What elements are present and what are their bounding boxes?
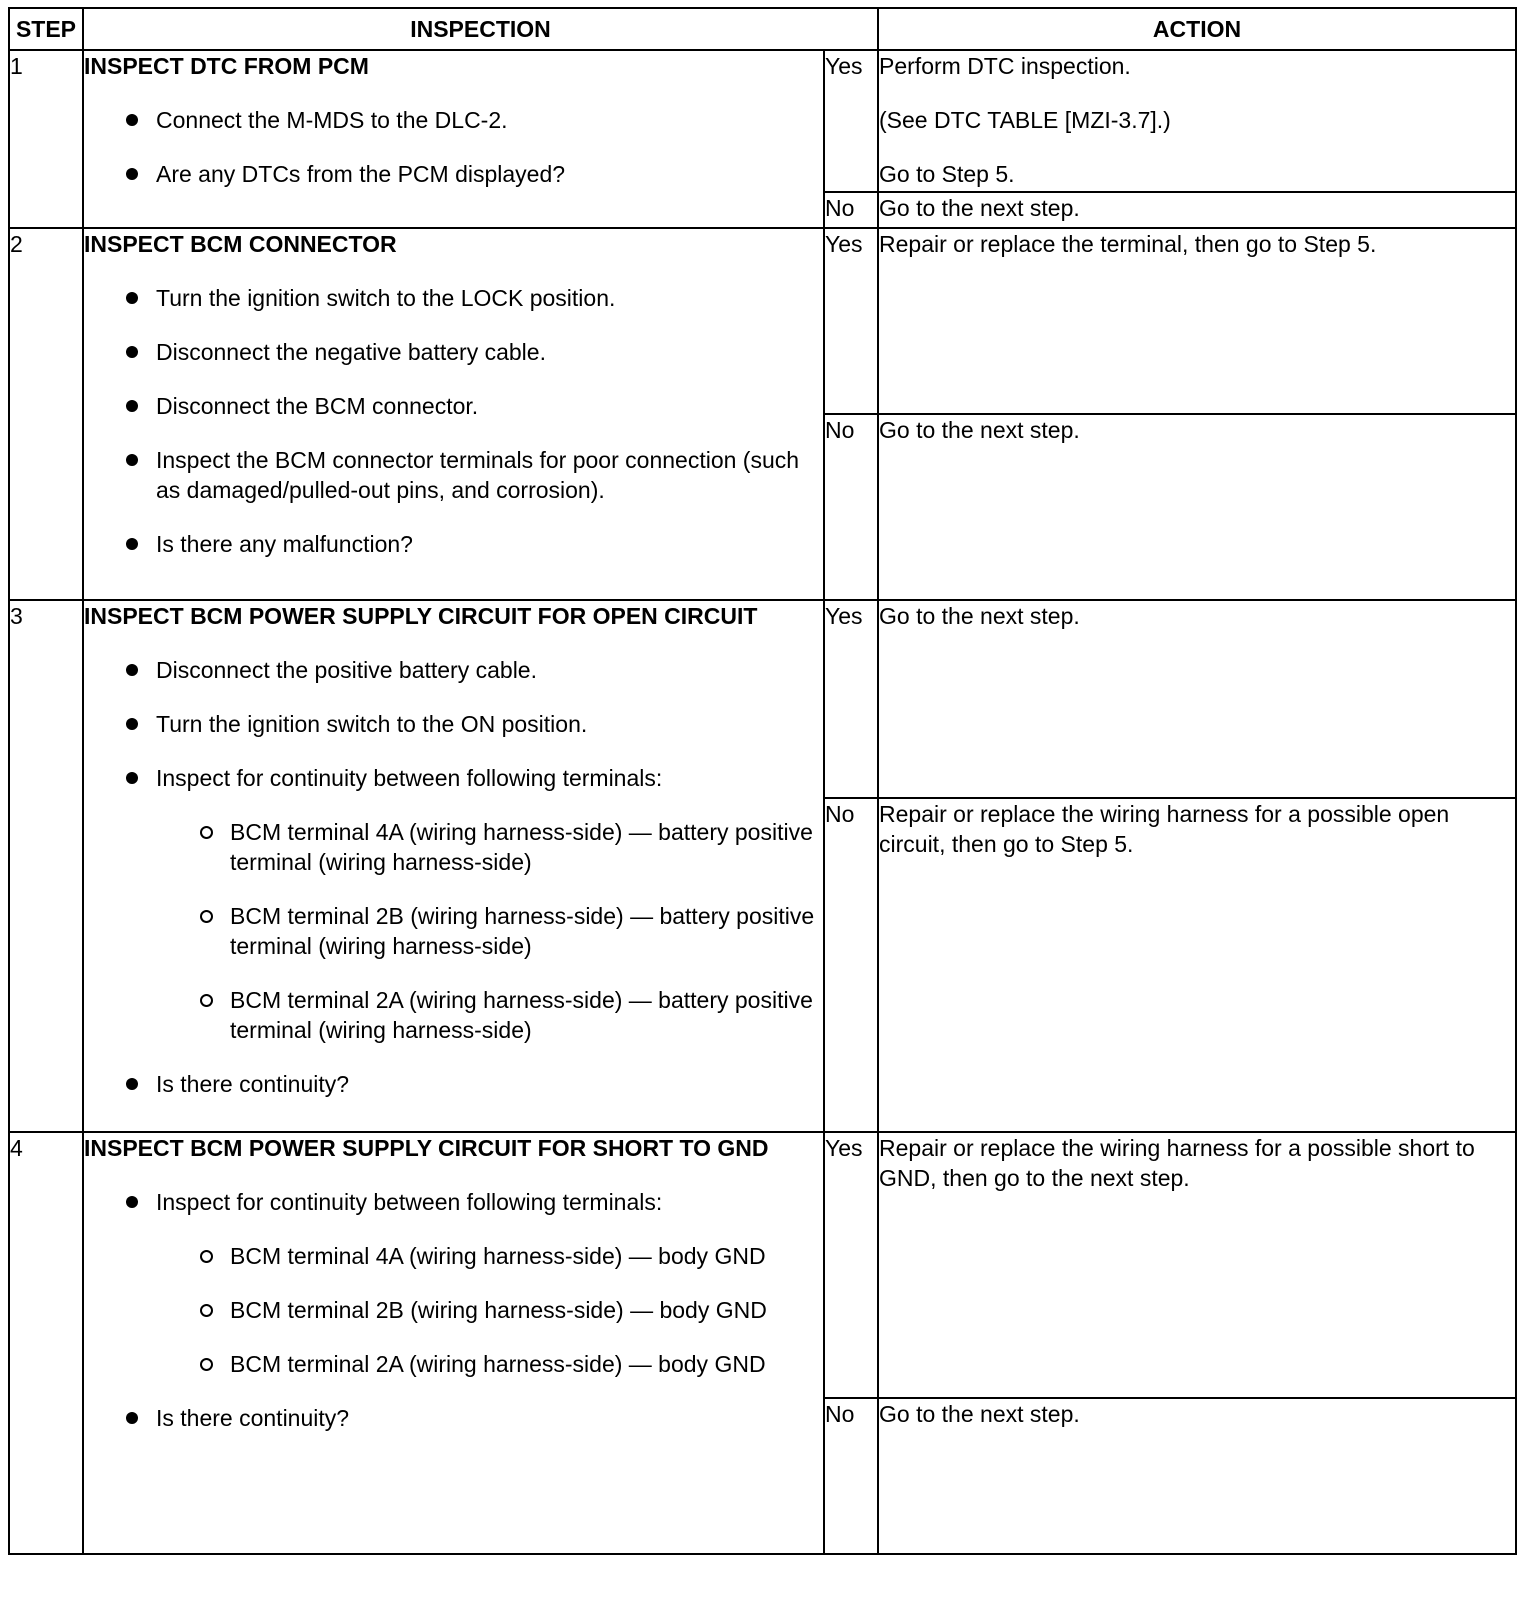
- header-action: ACTION: [878, 8, 1516, 50]
- sub-bullet-list: [156, 1241, 823, 1379]
- sub-bullet-item: BCM terminal 2B (wiring harness-side) — body GND: [230, 1295, 823, 1325]
- action-line: (See DTC TABLE [MZI-3.7].): [879, 107, 1171, 133]
- bullet-list: [84, 1187, 823, 1433]
- step-2-yes-row: [9, 228, 1516, 414]
- step-title: INSPECT BCM CONNECTOR: [84, 231, 397, 257]
- bullet-item: Connect the M-MDS to the DLC-2.: [156, 105, 823, 135]
- step-4-yes-row: [9, 1132, 1516, 1398]
- header-inspection: INSPECTION: [83, 8, 878, 50]
- no-label: No: [824, 192, 878, 228]
- bullet-item: Is there continuity?: [156, 1403, 823, 1433]
- sub-bullet-list: [156, 817, 823, 1045]
- step-3-inspection: [83, 600, 824, 1132]
- step-title: INSPECT DTC FROM PCM: [84, 53, 369, 79]
- bullet-list: [84, 655, 823, 1099]
- no-action: Repair or replace the wiring harness for a possible open circuit, then go to Step 5.: [878, 798, 1516, 1132]
- bullet-item: Disconnect the positive battery cable.: [156, 655, 823, 685]
- step-title: INSPECT BCM POWER SUPPLY CIRCUIT FOR OPEN CIRCUIT: [84, 603, 758, 629]
- action-line: Perform DTC inspection.: [879, 53, 1131, 79]
- step-number: 2: [9, 228, 83, 600]
- bullet-list: [84, 283, 823, 559]
- header-row: [9, 8, 1516, 50]
- yes-label: Yes: [824, 228, 878, 414]
- yes-action: Go to the next step.: [878, 600, 1516, 798]
- bullet-item: Turn the ignition switch to the ON position.: [156, 709, 823, 739]
- bullet-item: [156, 1187, 823, 1379]
- action-line: Go to Step 5.: [879, 161, 1015, 187]
- yes-action: Repair or replace the wiring harness for a possible short to GND, then go to the next step.: [878, 1132, 1516, 1398]
- bullet-item: Turn the ignition switch to the LOCK position.: [156, 283, 823, 313]
- step-1-yes-row: [9, 50, 1516, 192]
- step-number: 4: [9, 1132, 83, 1554]
- bullet-item: Inspect the BCM connector terminals for poor connection (such as damaged/pulled-out pins, and corrosion).: [156, 445, 823, 505]
- bullet-list: [84, 105, 823, 189]
- step-3-yes-row: [9, 600, 1516, 798]
- no-label: No: [824, 1398, 878, 1554]
- header-step: STEP: [9, 8, 83, 50]
- step-4-inspection: [83, 1132, 824, 1554]
- yes-label: Yes: [824, 600, 878, 798]
- no-action: Go to the next step.: [878, 414, 1516, 600]
- bullet-item: Are any DTCs from the PCM displayed?: [156, 159, 823, 189]
- no-action: Go to the next step.: [878, 1398, 1516, 1554]
- bullet-text: Inspect for continuity between following terminals:: [156, 1189, 663, 1215]
- yes-action: Repair or replace the terminal, then go to Step 5.: [878, 228, 1516, 414]
- bullet-item: Disconnect the negative battery cable.: [156, 337, 823, 367]
- bullet-text: Inspect for continuity between following terminals:: [156, 765, 663, 791]
- sub-bullet-item: BCM terminal 2A (wiring harness-side) — battery positive terminal (wiring harness-side): [230, 985, 823, 1045]
- sub-bullet-item: BCM terminal 2A (wiring harness-side) — body GND: [230, 1349, 823, 1379]
- step-1-inspection: [83, 50, 824, 228]
- troubleshooting-document: [8, 7, 1515, 1607]
- bullet-item: Is there any malfunction?: [156, 529, 823, 559]
- no-label: No: [824, 798, 878, 1132]
- yes-label: Yes: [824, 1132, 878, 1398]
- bullet-item: Disconnect the BCM connector.: [156, 391, 823, 421]
- diagnostic-table: [8, 7, 1517, 1555]
- no-label: No: [824, 414, 878, 600]
- yes-action: [878, 50, 1516, 192]
- yes-label: Yes: [824, 50, 878, 192]
- step-2-inspection: [83, 228, 824, 600]
- bullet-item: Is there continuity?: [156, 1069, 823, 1099]
- step-number: 1: [9, 50, 83, 228]
- step-title: INSPECT BCM POWER SUPPLY CIRCUIT FOR SHORT TO GND: [84, 1135, 769, 1161]
- sub-bullet-item: BCM terminal 4A (wiring harness-side) — body GND: [230, 1241, 823, 1271]
- sub-bullet-item: BCM terminal 2B (wiring harness-side) — battery positive terminal (wiring harness-side): [230, 901, 823, 961]
- sub-bullet-item: BCM terminal 4A (wiring harness-side) — battery positive terminal (wiring harness-side): [230, 817, 823, 877]
- no-action: Go to the next step.: [878, 192, 1516, 228]
- step-number: 3: [9, 600, 83, 1132]
- bullet-item: [156, 763, 823, 1045]
